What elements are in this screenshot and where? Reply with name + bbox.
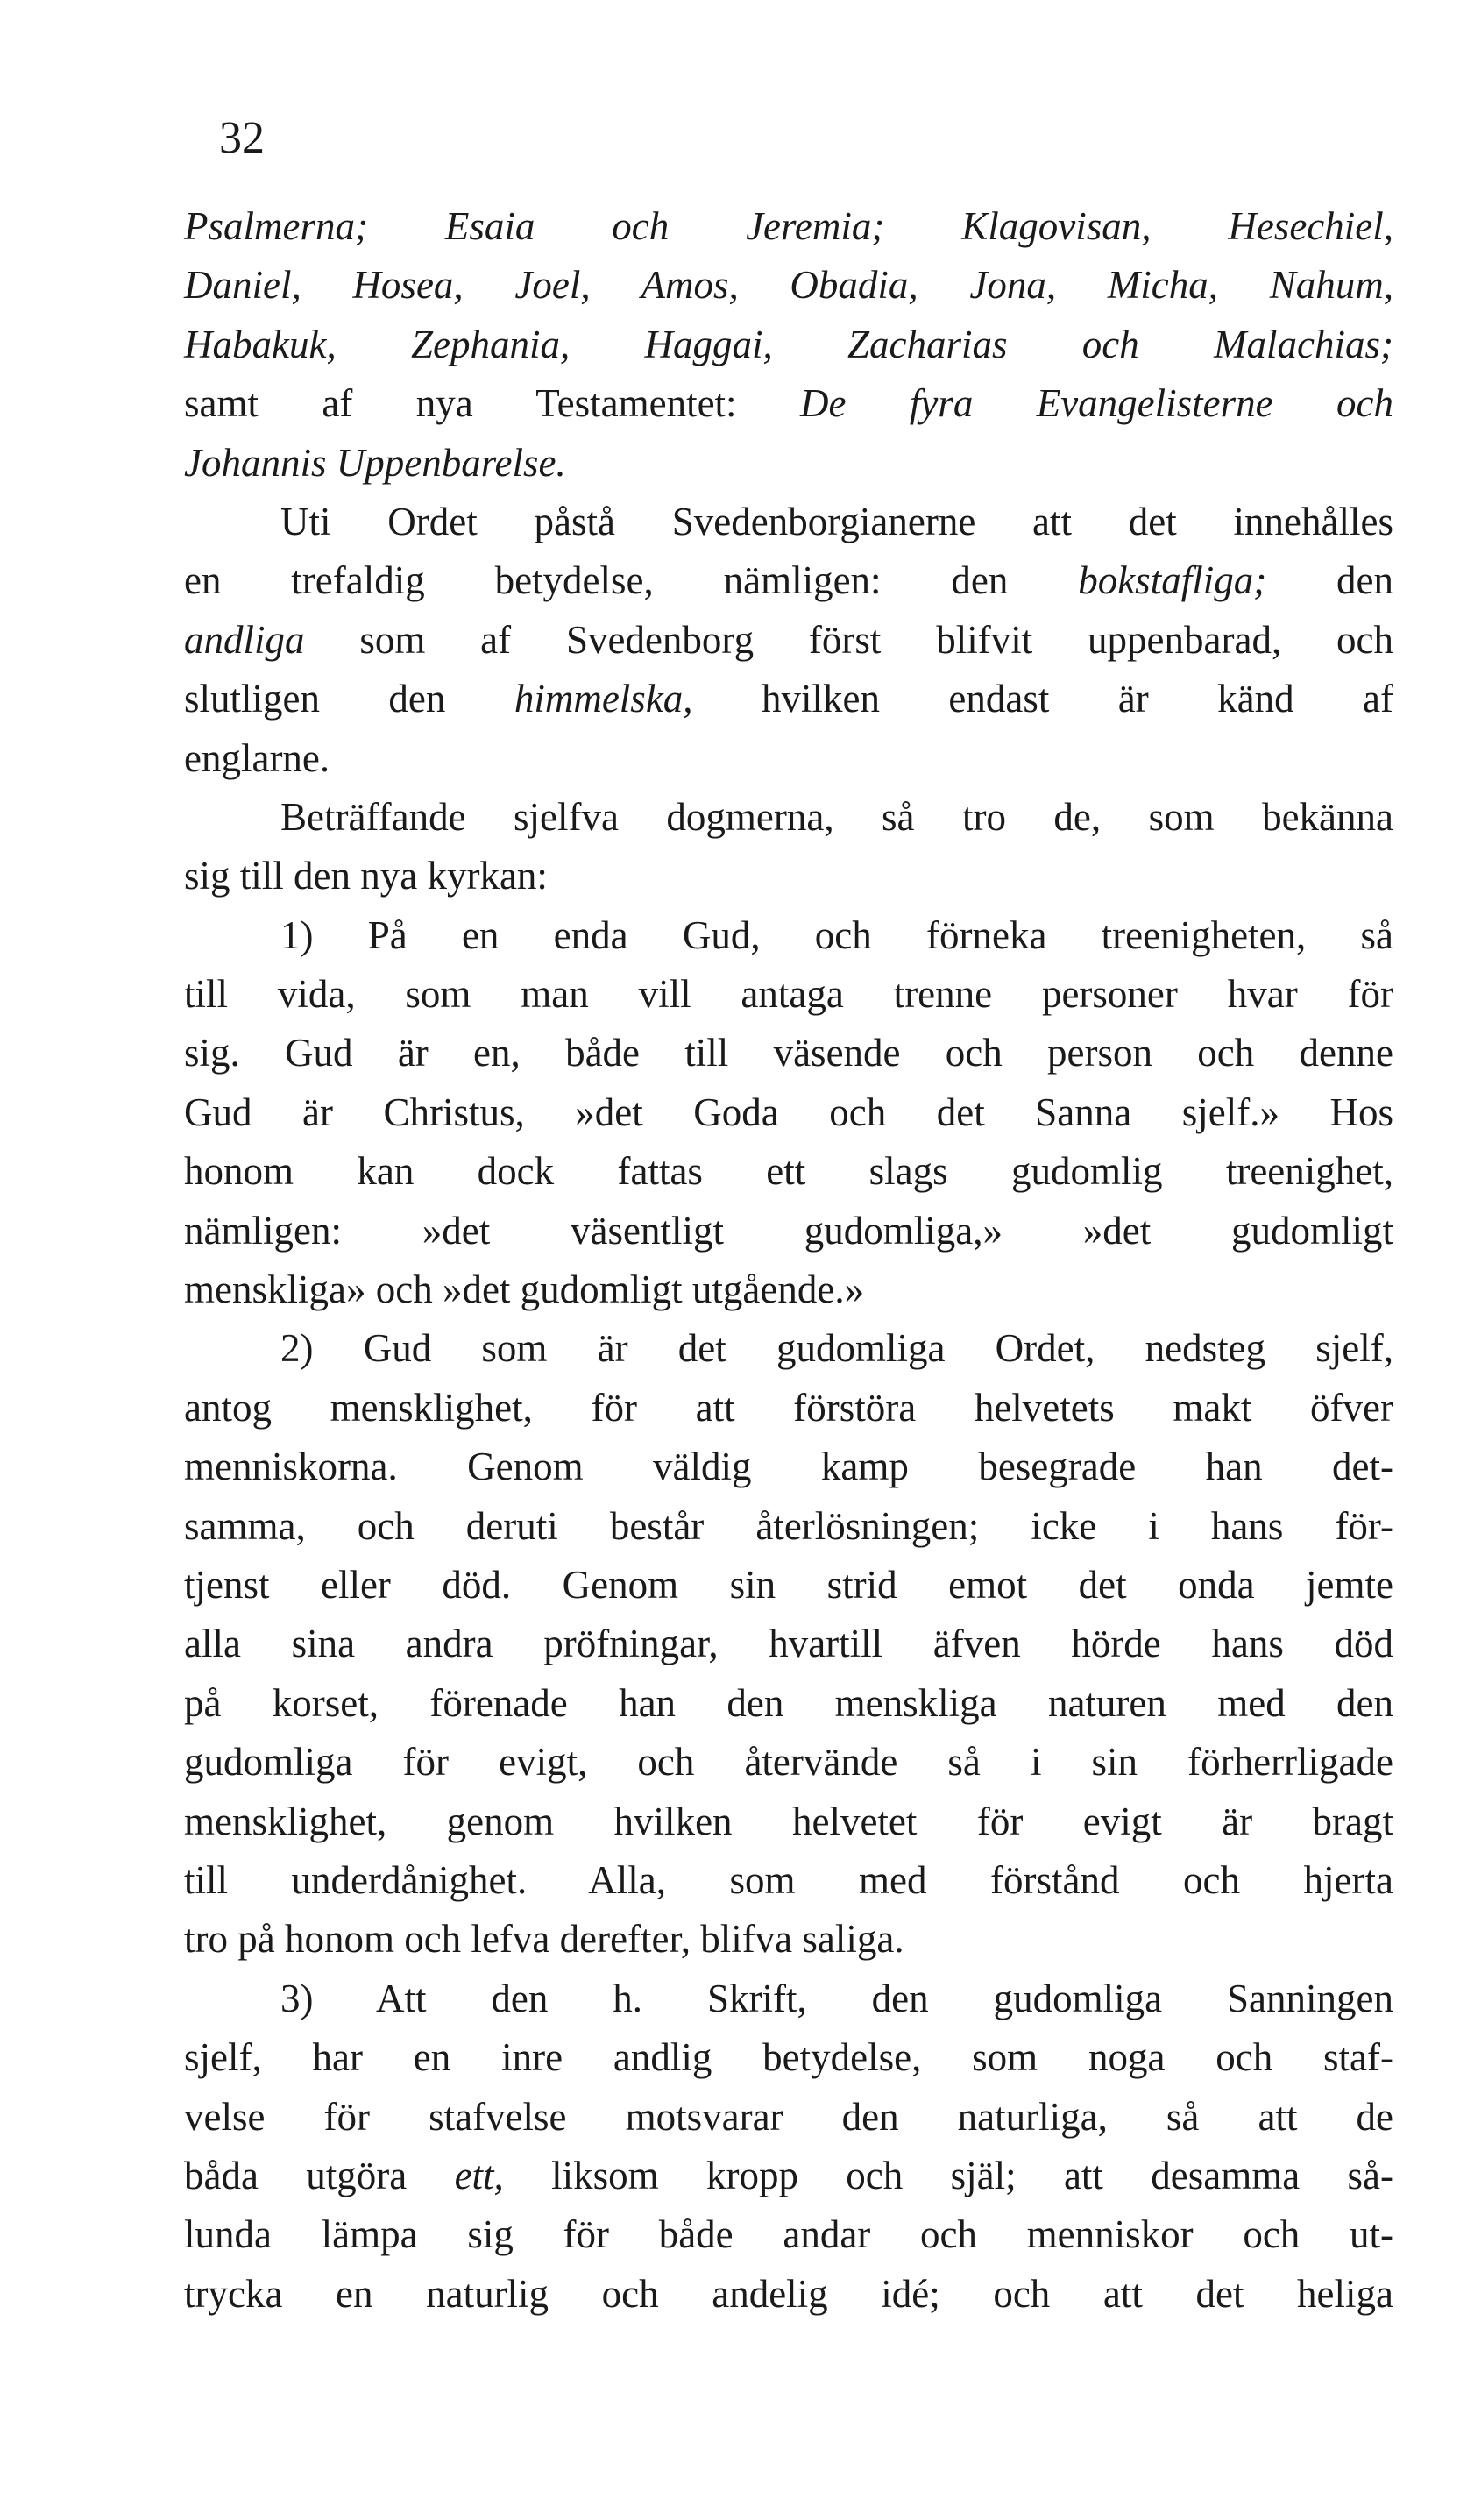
text-line (184, 2147, 1393, 2205)
text-span: en trefaldig betydelse, nämligen: den (184, 558, 1079, 603)
text-line (184, 316, 1393, 374)
text-span: liksom kropp och själ; att desamma så- (503, 2153, 1393, 2197)
text-line (184, 374, 1393, 433)
italic-text: Daniel, Hosea, Joel, Amos, Obadia, Jona, Micha, Nahum, (184, 263, 1393, 308)
text-span: tro på honom och lefva derefter, blifva saliga. (184, 1917, 904, 1962)
text-line (184, 1024, 1393, 1083)
text-span: sig. Gud är en, både till väsende och person och denne (184, 1031, 1393, 1075)
text-span: nämligen: »det väsentligt gudomliga,» »det gudomligt (184, 1208, 1393, 1253)
text-line (184, 2205, 1393, 2264)
text-line (184, 2265, 1393, 2324)
body-text (184, 197, 1393, 2324)
italic-text: Habakuk, Zephania, Haggai, Zacharias och Malachias; (184, 322, 1393, 366)
text-span: sig till den nya kyrkan: (184, 854, 548, 898)
text-line (184, 670, 1393, 728)
text-span: lunda lämpa sig för både andar och menniskor och ut- (184, 2212, 1393, 2257)
text-line (184, 1319, 1393, 1378)
text-line (184, 965, 1393, 1024)
text-line (184, 1497, 1393, 1556)
text-span: som af Svedenborg först blifvit uppenbarad, och (304, 617, 1393, 662)
italic-text: De fyra Evangelisterne och (799, 381, 1394, 426)
text-span: samma, och deruti består återlösningen; icke i hans för- (184, 1503, 1393, 1548)
text-span: båda utgöra (184, 2153, 455, 2197)
text-line (184, 2028, 1393, 2087)
text-line (184, 1379, 1393, 1437)
text-line (184, 1733, 1393, 1792)
text-line (184, 493, 1393, 551)
page-number: 32 (219, 113, 265, 163)
text-line (184, 1202, 1393, 1260)
text-span: 2) Gud som är det gudomliga Ordet, nedsteg sjelf, (280, 1326, 1393, 1371)
text-span: till vida, som man vill antaga trenne personer hvar för (184, 972, 1393, 1017)
text-span: på korset, förenade han den menskliga naturen med den (184, 1680, 1393, 1725)
text-line (184, 2088, 1393, 2147)
text-line (184, 611, 1393, 670)
text-line (184, 729, 1393, 788)
text-line (184, 434, 1393, 493)
text-span: Beträffande sjelfva dogmerna, så tro de, som bekänna (280, 794, 1393, 839)
italic-text: Johannis Uppenbarelse. (184, 440, 566, 485)
text-line (184, 788, 1393, 847)
text-span: alla sina andra pröfningar, hvartill äfven hörde hans död (184, 1622, 1393, 1666)
text-span: gudomliga för evigt, och återvände så i sin förherrligade (184, 1740, 1393, 1785)
text-line (184, 1260, 1393, 1319)
italic-text: andliga (184, 617, 305, 662)
text-line (184, 197, 1393, 256)
text-span: slutligen den (184, 677, 514, 721)
text-span: menniskorna. Genom väldig kamp besegrade han det- (184, 1445, 1393, 1489)
italic-text: bokstafliga; (1078, 558, 1267, 603)
text-span: antog mensklighet, för att förstöra helvetets makt öfver (184, 1385, 1393, 1430)
text-line (184, 1615, 1393, 1673)
text-span: menskliga» och »det gudomligt utgående.» (184, 1267, 865, 1312)
text-span: 1) På en enda Gud, och förneka treenigheten, så (280, 912, 1393, 957)
text-line (184, 1970, 1393, 2028)
text-span: velse för stafvelse motsvarar den naturliga, så att de (184, 2094, 1393, 2139)
text-line (184, 1910, 1393, 1969)
text-line (184, 551, 1393, 610)
text-span: Uti Ordet påstå Svedenborgianerne att det innehålles (280, 499, 1393, 543)
italic-text: ett, (454, 2153, 504, 2197)
text-line (184, 1556, 1393, 1615)
text-span: mensklighet, genom hvilken helvetet för evigt är bragt (184, 1799, 1393, 1843)
text-span: samt af nya Testamentet: (184, 381, 800, 426)
text-span: hvilken endast är känd af (692, 677, 1393, 721)
text-line (184, 847, 1393, 905)
text-line (184, 1437, 1393, 1496)
text-span: den (1266, 558, 1393, 603)
text-line (184, 906, 1393, 965)
italic-text: Psalmerna; Esaia och Jeremia; Klagovisan, Hesechiel, (184, 204, 1393, 248)
text-span: 3) Att den h. Skrift, den gudomliga Sanningen (280, 1976, 1393, 2020)
text-line (184, 1792, 1393, 1851)
text-span: tjenst eller död. Genom sin strid emot det onda jemte (184, 1562, 1393, 1607)
text-span: trycka en naturlig och andelig idé; och att det heliga (184, 2271, 1393, 2316)
text-span: sjelf, har en inre andlig betydelse, som noga och staf- (184, 2035, 1393, 2080)
text-line (184, 1142, 1393, 1201)
text-line (184, 1674, 1393, 1733)
text-span: till underdånighet. Alla, som med förstånd och hjerta (184, 1857, 1393, 1902)
text-span: Gud är Christus, »det Goda och det Sanna sjelf.» Hos (184, 1090, 1393, 1134)
text-line (184, 1083, 1393, 1142)
italic-text: himmelska, (514, 677, 693, 721)
text-span: honom kan dock fattas ett slags gudomlig treenighet, (184, 1149, 1393, 1194)
text-span: englarne. (184, 735, 330, 780)
text-line (184, 1851, 1393, 1910)
text-line (184, 256, 1393, 315)
